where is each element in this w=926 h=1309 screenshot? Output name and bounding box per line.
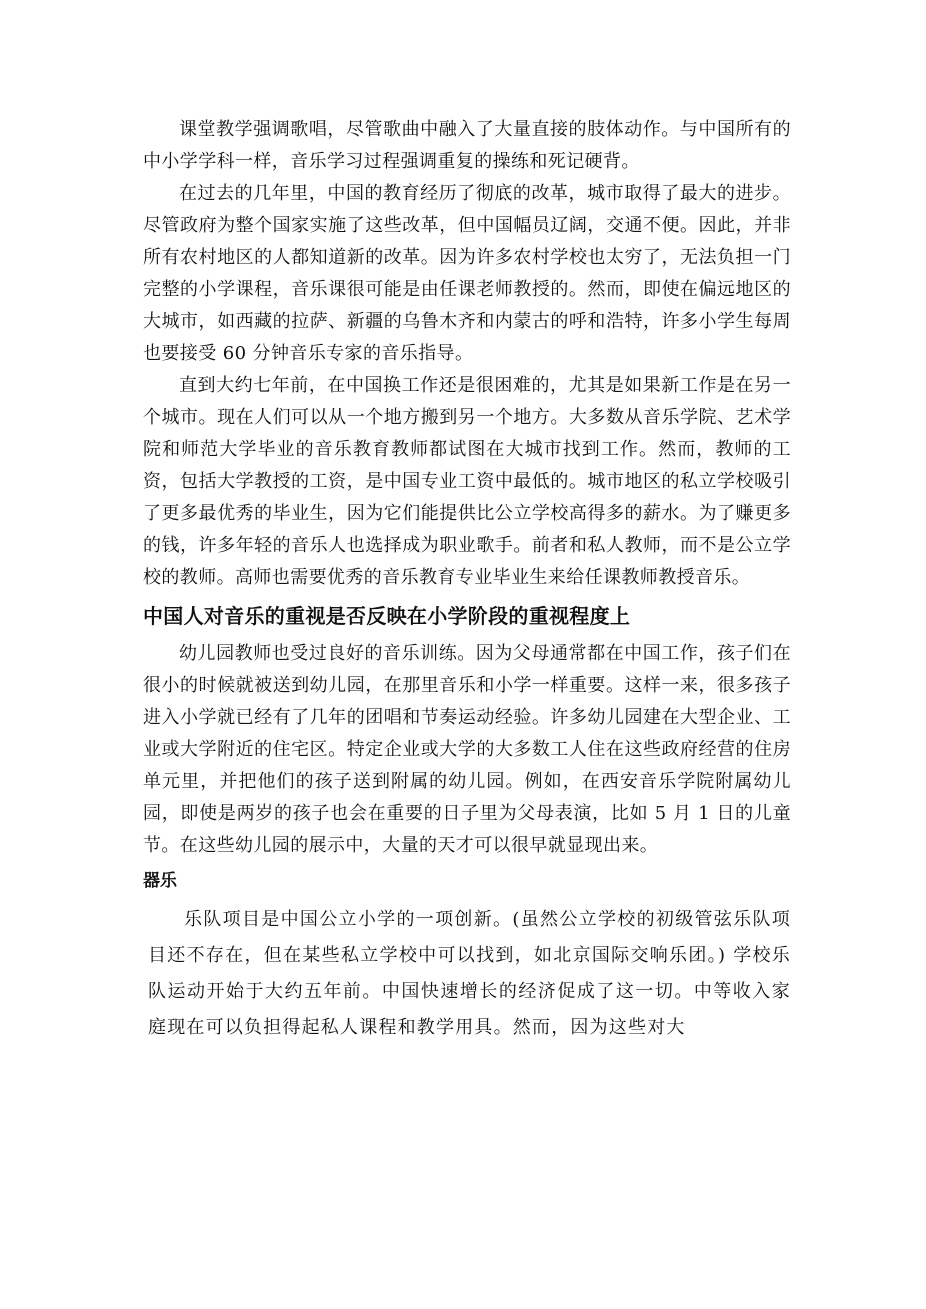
document-body <box>143 114 791 1046</box>
paragraph-teacher-employment: 直到大约七年前，在中国换工作还是很困难的，尤其是如果新工作是在另一个城市。现在人们可以从一个地方搬到另一个地方。大多数从音乐学院、艺术学院和师范大学毕业的音乐教育教师都试图在大城市找到工作。然而，教师的工资，包括大学教授的工资，是中国专业工资中最低的。城市地区的私立学校吸引了更多最优秀的毕业生，因为它们能提供比公立学校高得多的薪水。为了赚更多的钱，许多年轻的音乐人也选择成为职业歌手。前者和私人教师，而不是公立学校的教师。高师也需要优秀的音乐教育专业毕业生来给任课教师教授音乐。 <box>143 375 791 588</box>
section-heading-instrumental: 器乐 <box>143 871 177 891</box>
section-heading-music-emphasis: 中国人对音乐的重视是否反映在小学阶段的重视程度上 <box>143 604 631 628</box>
paragraph-education-reform: 在过去的几年里，中国的教育经历了彻底的改革，城市取得了最大的进步。尽管政府为整个国家实施了这些改革，但中国幅员辽阔，交通不便。因此，并非所有农村地区的人都知道新的改革。因为许多农村学校也太穷了，无法负担一门完整的小学课程，音乐课很可能是由任课老师教授的。然而，即使在偏远地区的大城市，如西藏的拉萨、新疆的乌鲁木齐和内蒙古的呼和浩特，许多小学生每周也要接受 60 分钟音乐专家的音乐指导。 <box>143 183 791 364</box>
paragraph-kindergarten: 幼儿园教师也受过良好的音乐训练。因为父母通常都在中国工作，孩子们在很小的时候就被送到幼儿园，在那里音乐和小学一样重要。这样一来，很多孩子进入小学就已经有了几年的团唱和节奏运动经验。许多幼儿园建在大型企业、工业或大学附近的住宅区。特定企业或大学的大多数工人住在这些政府经营的住房单元里，并把他们的孩子送到附属的幼儿园。例如，在西安音乐学院附属幼儿园，即使是两岁的孩子也会在重要的日子里为父母表演，比如 5 月 1 日的儿童节。在这些幼儿园的展示中，大量的天才可以很早就显现出来。 <box>143 643 791 856</box>
paragraph-band-program: 乐队项目是中国公立小学的一项创新。(虽然公立学校的初级管弦乐队项目还不存在，但在某些私立学校中可以找到，如北京国际交响乐团。) 学校乐队运动开始于大约五年前。中国快速增长的经济促成了这一切。中等收入家庭现在可以负担得起私人课程和教学用具。然而，因为这些对大 <box>148 909 791 1038</box>
paragraph-singing-emphasis: 课堂教学强调歌唱，尽管歌曲中融入了大量直接的肢体动作。与中国所有的中小学学科一样，音乐学习过程强调重复的操练和死记硬背。 <box>143 119 791 172</box>
